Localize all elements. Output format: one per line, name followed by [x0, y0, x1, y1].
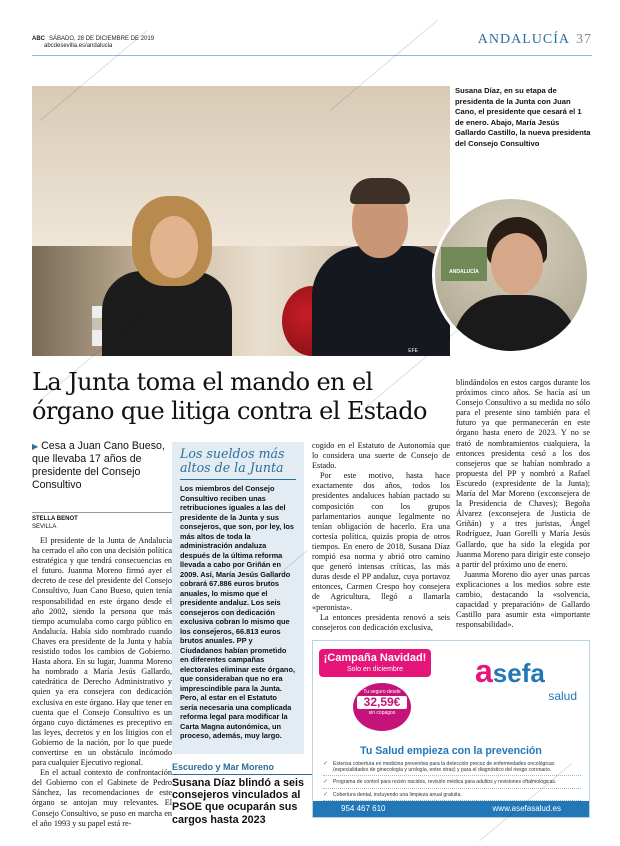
ad-benefit-item: ✓ Programa de control para recién nacidos, revisión médica para adultos y revisiones oftalmológicas.: [323, 779, 581, 788]
issue-date: SÁBADO, 28 DE DICIEMBRE DE 2019: [49, 36, 155, 42]
sidebar-body: Los miembros del Consejo Consultivo reciben unas retribuciones iguales a las del presidente de la Junta y sus consejeros, que son, por ley, los más altos de toda la administración andaluza después de la última reforma llevada a cabo por Griñán en 2009. Así, María Jesús Gallardo cobrará 67.886 euros brutos anuales, lo mismo que el presidente andaluz. Los seis consejeros con dedicación exclusiva cobran lo mismo que los consejeros, 66.813 euros brutos anuales. PP y Ciudadanos habían prometido en diferentes campañas electorales eliminar este órgano, que consideraban que no era imprescindible para la Junta. Pero, al estar en el Estatuto sería necesaria una complicada reforma legal para modificar la Carta Magna autonómica, un proceso, además, muy largo.: [180, 484, 296, 740]
main-photo: [32, 86, 450, 356]
related-story: [172, 762, 312, 826]
ad-campaign-title: ¡Campaña Navidad!: [323, 652, 427, 664]
ad-benefit-item: ✓ Extensa cobertura en medicina preventiva para la detección precoz de enfermedades oncológicas (especialidades de ginecología y urología, entre otras) y para el diagnóstico del riesgo coronario.: [323, 761, 581, 776]
photo-caption: Susana Díaz, en su etapa de presidenta de la Junta con Juan Cano, el presidente que cesará el 1 de enero. Abajo, María Jesús Gallardo Castillo, la nueva presidenta del Consejo Consultivo: [455, 86, 591, 148]
article-column-4: [456, 378, 590, 630]
ad-price-top: Tu seguro desde: [363, 689, 401, 695]
sidebar-title: Los sueldos más altos de la Junta: [180, 447, 296, 480]
headline: La Junta toma el mando en el órgano que litiga contra el Estado: [32, 368, 427, 425]
ad-phone[interactable]: 954 467 610: [341, 804, 386, 813]
article-paragraph: Juanma Moreno dio ayer unas parcas explicaciones a los medios sobre este cambio, destacando la «solvencia, capacidad y preparación» de Gallardo Castillo para asumir esta «importante responsabilidad».: [456, 569, 590, 630]
photo-woman-face: [150, 216, 198, 278]
article-column-3: [312, 441, 450, 633]
article-paragraph: cogido en el Estatuto de Autonomía que lo considera una suerte de Consejo de Estado.: [312, 441, 450, 471]
section-name: ANDALUCÍA: [477, 32, 570, 47]
section-label: [478, 32, 592, 48]
byline-author: STELLA BENOT: [32, 516, 78, 522]
ad-price-bottom: sin copagos: [368, 710, 396, 716]
ad-footer: [313, 801, 589, 817]
triangle-icon: ▶: [32, 442, 39, 451]
byline-city: SEVILLA: [32, 524, 57, 530]
salaries-sidebar: [172, 442, 304, 754]
portrait-body: [453, 295, 577, 354]
subheadline-text: Cesa a Juan Cano Bueso, que llevaba 17 años de presidente del Consejo Consultivo: [32, 440, 165, 491]
ad-url[interactable]: www.asefasalud.es: [492, 804, 561, 813]
subheadline: [32, 440, 172, 492]
section-url[interactable]: abcdesevilla.es/andalucia: [44, 43, 113, 49]
portrait-face: [491, 233, 543, 295]
ad-campaign-tag: [319, 649, 431, 733]
ad-campaign-sub: Solo en diciembre: [346, 666, 404, 673]
logo-salud: salud: [548, 689, 577, 703]
related-kicker: Escuredo y Mar Moreno: [172, 762, 312, 775]
article-column-1: [32, 536, 172, 829]
byline: [32, 512, 172, 531]
article-paragraph: En el actual contexto de confrontación del Gobierno con el Gabinete de Pedro Sánchez, las recomendaciones de este órgano se antojan muy relevantes. El Consejo Consultivo, se puso en marcha en el año 1993 y su papel está re-: [32, 768, 172, 828]
photo-credit: EFE: [408, 348, 418, 354]
photo-man-body: [312, 246, 450, 356]
logo-a: a: [475, 653, 493, 689]
ad-price-badge: [353, 683, 411, 731]
page-number: 37: [576, 32, 592, 47]
logo-sefa: sefa: [492, 658, 545, 688]
brand: ABC: [32, 36, 45, 42]
portrait-plaque: ANDALUCÍA: [441, 247, 487, 281]
ad-campaign: [319, 649, 431, 677]
photo-man-hair: [350, 178, 410, 204]
ad-price: 32,59€: [357, 696, 407, 709]
ad-benefits-list: [323, 761, 581, 804]
asefa-logo: [475, 655, 583, 703]
article-paragraph: Por este motivo, hasta hace exactamente dos años, todos los presidentes andaluces habían pactado su composición con los grupos parlamentarios aunque legalmente no tenían obligación de hacerlo. Era una cortesía política, quizás propia de otros tiempos. En enero de 2018, Susana Díaz rompió esa norma y abrió otro camino que generó intensas críticas, las más duras desde el PP andaluz, cuya portavoz entonces, Carmen Crespo hoy consejera de Agricultura, llegó a llamarla «peronista».: [312, 471, 450, 612]
article-paragraph: La entonces presidenta renovó a seis consejeros con dedicación exclusiva,: [312, 612, 450, 632]
article-paragraph: blindándolos en estos cargos durante los próximos cinco años. Se hacía así un Consejo Consultivo a su medida no sólo para el presente sino también para el futuro ya que permanecerán en este órgano hasta enero de 2023. Y no se trató de nombramientos cualquiera, la entonces presidenta cesó a los dos consejeros que se habían nombrado a propuesta del PP y nombró a Rafael Escuredo (expresidente de la Junta); María del Mar Moreno (exconsejera de la Presidencia de Chaves); Begoña Álvarez (exconsejera de Justicia de Griñán) y a tres juristas, Ángel Rodríguez, Juan Gorelli y María Jesús Gallardo, que ha sido la elegida por Juanma Moreno para dirigir este consejo a partir del próximo uno de enero.: [456, 378, 590, 569]
asefa-advertisement[interactable]: [312, 640, 590, 818]
related-title[interactable]: Susana Díaz blindó a seis consejeros vinculados al PSOE que ocuparán sus cargos hasta 2023: [172, 777, 305, 826]
article-paragraph: El presidente de la Junta de Andalucía ha cerrado el año con una decisión política estratégica y que tendrá consecuencias en el futuro. Juanma Moreno firmó ayer el decreto de cese del presidente del Consejo Consultivo, Juan Cano Bueso, quien tenía responsabilidad en este órgano desde el año 2002, siendo la persona que más tiempo acumulaba como cargo público en Andalucía. Había sido nombrado cuando Chaves era presidente de la Junta y había resistido todos los cambios de Gobierno. Hasta ahora. En su lugar, Juanma Moreno ha nombrado a María Jesús Gallardo, catedrática de Derecho Administrativo y quien ya era consejera con dedicación exclusiva en este órgano. Hay que tener en cuenta que el Consejo Consultivo es un órgano cuyo dictámenes es preceptivo en las leyes, decretos y en los litigios con el Gobierno de la nación, por lo que puede convertirse en un obstáculo incómodo para cualquier Ejecutivo regional.: [32, 536, 172, 768]
ad-benefit-item: ✓ Cobertura dental, incluyendo una limpieza anual gratuita.: [323, 792, 581, 801]
page-header: [32, 32, 592, 56]
ad-headline: Tu Salud empieza con la prevención: [360, 745, 542, 757]
